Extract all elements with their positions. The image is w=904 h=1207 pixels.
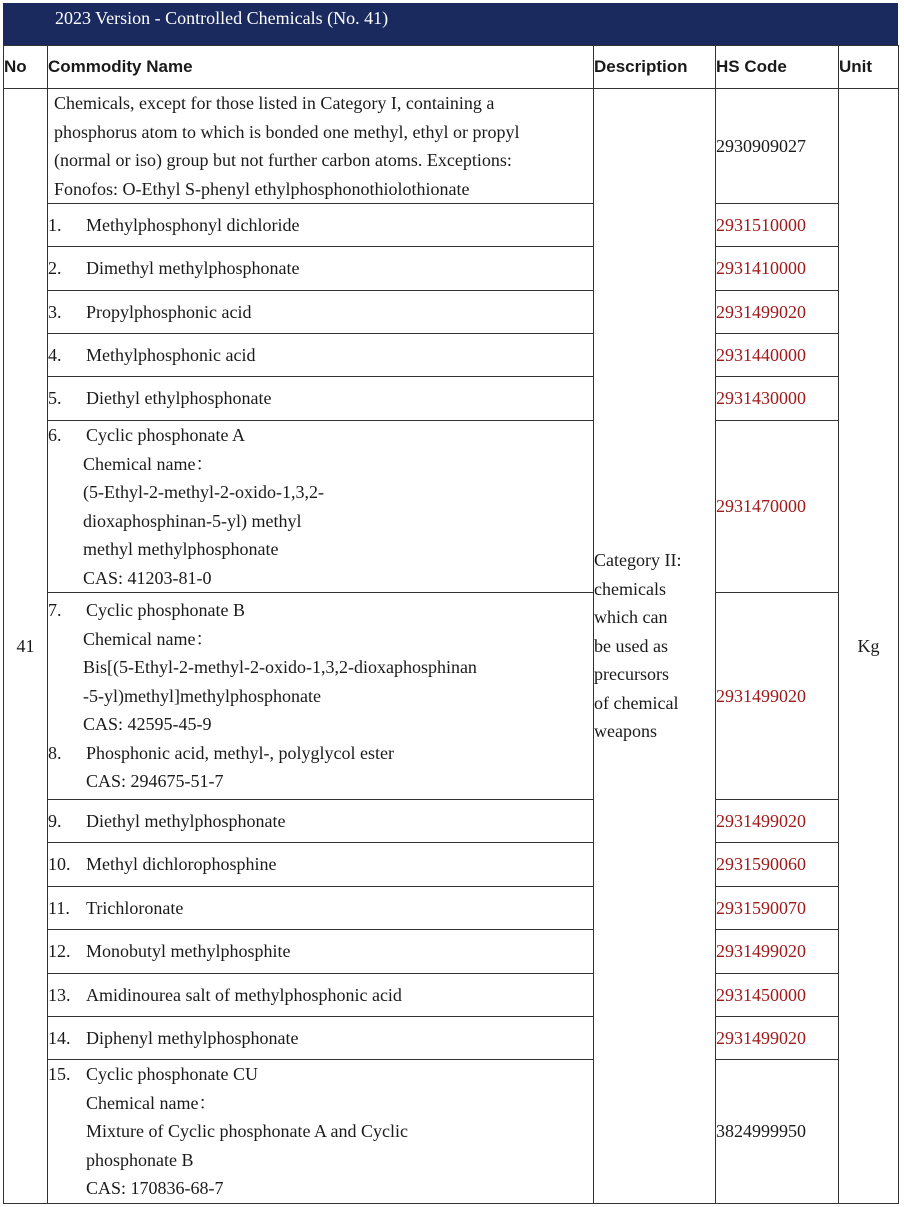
item-number: 5. [48, 388, 62, 409]
item-name: Monobutyl methylphosphite [86, 941, 291, 962]
hs-code: 2931499020 [716, 1017, 839, 1060]
item-name: Methylphosphonyl dichloride [86, 214, 300, 235]
item-number: 6. [48, 425, 62, 445]
table-row [4, 334, 899, 377]
table-row [4, 89, 899, 204]
hs-code: 3824999950 [716, 1060, 839, 1204]
description-line: which can [594, 607, 668, 627]
hs-code-intro: 2930909027 [716, 89, 839, 204]
header-unit: Unit [839, 46, 899, 89]
hs-code: 2931499020 [716, 930, 839, 974]
item-name: Diethyl methylphosphonate [86, 810, 286, 831]
row-number: 41 [4, 89, 48, 1204]
item-name: Amidinourea salt of methylphosphonic acid [86, 984, 402, 1005]
header-row [4, 46, 899, 89]
item-name: Phosphonic acid, methyl-, polyglycol ester [86, 742, 394, 763]
item-name: Cyclic phosphonate CU [86, 1064, 258, 1084]
description-line: of chemical [594, 692, 679, 713]
table-row [4, 843, 899, 887]
item-detail: Chemical name： [83, 453, 214, 474]
table-row [4, 204, 899, 247]
table-row [4, 421, 899, 593]
table-row [4, 974, 899, 1017]
item-detail: dioxaphosphinan-5-yl) methyl [83, 510, 302, 531]
table-row [4, 291, 899, 334]
table-row [4, 1060, 899, 1204]
item-name: Methylphosphonic acid [86, 344, 256, 365]
table-row [4, 593, 899, 800]
item-detail: CAS: 42595-45-9 [83, 714, 212, 735]
header-hs-code: HS Code [716, 46, 839, 89]
item-number: 1. [48, 214, 62, 235]
item-detail: -5-yl)methyl]methylphosphonate [83, 685, 321, 706]
item-name: Dimethyl methylphosphonate [86, 258, 300, 279]
table-row [4, 1017, 899, 1060]
item-name: Trichloronate [86, 897, 184, 918]
item-number: 13. [48, 984, 71, 1005]
hs-code: 2931499020 [716, 593, 839, 800]
item-detail: CAS: 41203-81-0 [83, 567, 212, 588]
item-number: 3. [48, 301, 62, 322]
item-number: 7. [48, 600, 62, 621]
hs-code: 2931590070 [716, 887, 839, 930]
controlled-chemicals-table [3, 45, 899, 1204]
description-line: chemicals [594, 578, 666, 599]
description-line: precursors [594, 664, 669, 684]
description-line: be used as [594, 635, 668, 656]
hs-code: 2931410000 [716, 247, 839, 291]
hs-code: 2931499020 [716, 291, 839, 334]
item-number: 11. [48, 897, 70, 918]
item-detail: CAS: 294675-51-7 [86, 771, 224, 792]
intro-line: Chemicals, except for those listed in Category I, containing a [54, 93, 495, 113]
item-number: 10. [48, 854, 71, 875]
header-commodity-name: Commodity Name [48, 46, 594, 89]
item-detail: Mixture of Cyclic phosphonate A and Cyclic [86, 1121, 408, 1141]
header-description: Description [594, 46, 716, 89]
hs-code: 2931430000 [716, 377, 839, 421]
description-cell [594, 89, 716, 1204]
item-name: Diphenyl methylphosphonate [86, 1027, 299, 1048]
hs-code: 2931450000 [716, 974, 839, 1017]
intro-line: phosphorus atom to which is bonded one methyl, ethyl or propyl [54, 121, 520, 142]
item-number: 8. [48, 742, 62, 763]
hs-code: 2931470000 [716, 421, 839, 593]
item-number: 14. [48, 1027, 71, 1048]
item-detail: Chemical name： [86, 1092, 217, 1113]
description-line: weapons [594, 721, 657, 741]
item-name: Cyclic phosphonate B [86, 600, 245, 621]
item-name: Propylphosphonic acid [86, 301, 252, 322]
item-name: Diethyl ethylphosphonate [86, 388, 272, 409]
description-line: Category II: [594, 550, 682, 570]
item-number: 2. [48, 258, 62, 279]
intro-text [48, 89, 594, 204]
table-row [4, 800, 899, 843]
hs-code: 2931510000 [716, 204, 839, 247]
item-number: 4. [48, 344, 62, 365]
item-detail: CAS: 170836-68-7 [86, 1178, 224, 1198]
table-row [4, 377, 899, 421]
item-name: Cyclic phosphonate A [86, 425, 245, 445]
item-detail: (5-Ethyl-2-methyl-2-oxido-1,3,2- [83, 482, 324, 502]
item-detail: phosphonate B [86, 1149, 194, 1170]
item-number: 15. [48, 1064, 71, 1084]
hs-code: 2931440000 [716, 334, 839, 377]
item-detail: Chemical name： [83, 628, 214, 649]
header-no: No [4, 46, 48, 89]
intro-line: (normal or iso) group but not further carbon atoms. Exceptions: [54, 150, 512, 170]
intro-line: Fonofos: O-Ethyl S-phenyl ethylphosphonothiolothionate [54, 178, 470, 199]
hs-code: 2931499020 [716, 800, 839, 843]
table-row [4, 930, 899, 974]
unit-cell: Kg [839, 89, 899, 1204]
item-detail: Bis[(5-Ethyl-2-methyl-2-oxido-1,3,2-dioxaphosphinan [83, 657, 477, 678]
item-number: 12. [48, 941, 71, 962]
item-name: Methyl dichlorophosphine [86, 854, 277, 875]
table-title: 2023 Version - Controlled Chemicals (No. 41) [3, 3, 898, 45]
table-row [4, 887, 899, 930]
table-row [4, 247, 899, 291]
item-number: 9. [48, 810, 62, 831]
hs-code: 2931590060 [716, 843, 839, 887]
item-detail: methyl methylphosphonate [83, 539, 279, 559]
